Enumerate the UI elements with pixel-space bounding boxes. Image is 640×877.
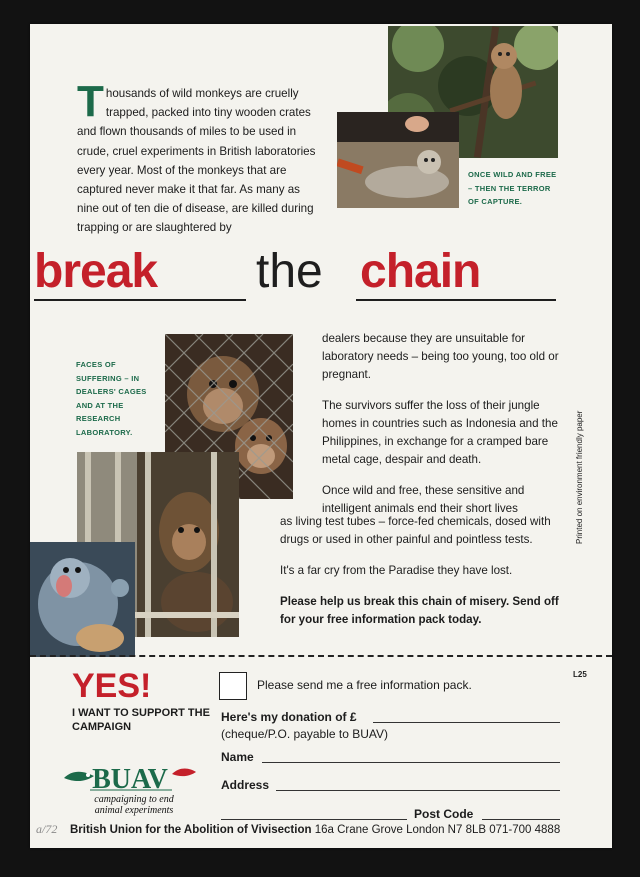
info-pack-checkbox[interactable] (219, 672, 247, 700)
headline-chain: chain (360, 245, 481, 298)
body-paragraph: dealers because they are unsuitable for laboratory needs – being too young, too old or pregnant. (322, 332, 559, 381)
headline-rule-left (34, 299, 246, 301)
photo-screaming-baby-monkey (30, 542, 135, 657)
caption-faces-line: SUFFERING – IN (76, 373, 140, 383)
donation-label: Here's my donation of £ (221, 710, 357, 724)
call-to-action: Please help us break this chain of misery. Send off for your free information pack today. (280, 595, 559, 626)
coupon-code: L25 (573, 670, 587, 679)
support-label: I WANT TO SUPPORT THE CAMPAIGN (72, 707, 210, 733)
name-label: Name (221, 750, 254, 764)
caption-capture-line: ONCE WILD AND FREE (468, 170, 557, 179)
headline-break: break (34, 245, 158, 298)
address-field[interactable] (276, 790, 560, 791)
body-paragraph: as living test tubes – force-fed chemicals, dosed with drugs or used in other painful and pointless tests. (280, 515, 551, 546)
body-paragraph: It's a far cry from the Paradise they have lost. (280, 564, 513, 577)
headline (30, 244, 612, 300)
footer-address: 16a Crane Grove London N7 8LB 071-700 4888 (314, 824, 561, 836)
donation-field[interactable] (373, 722, 560, 723)
body-column-upper (322, 330, 562, 518)
postcode-label: Post Code (414, 807, 474, 821)
paper-note: Printed on environment friendly paper (575, 410, 584, 544)
body-paragraph: The survivors suffer the loss of their jungle homes in countries such as Indonesia and the Philippines, in exchange for a cramped bare metal cage, despair and death. (322, 399, 558, 466)
caption-faces-line: AND AT THE (76, 400, 124, 410)
drop-cap: T (77, 77, 104, 126)
caption-faces-line: LABORATORY. (76, 427, 133, 437)
footer-org: British Union for the Abolition of Vivisection (70, 824, 312, 836)
logo-text: BUAV (92, 764, 168, 792)
intro-text: housands of wild monkeys are cruelly trapped, packed into tiny wooden crates and flown thousands of miles to be used in crude, cruel experiments in British laboratories every year. Most of the monkeys that are captured never make it that far. As many as nine out of ten die of disease, are killed during trapping or are slaughtered by (77, 87, 316, 235)
caption-capture-line: OF CAPTURE. (468, 197, 523, 206)
caption-capture-line: – THEN THE TERROR (468, 183, 551, 193)
caption-faces (76, 358, 166, 439)
yes-heading: YES! (72, 667, 152, 705)
caption-faces-line: FACES OF (76, 360, 116, 369)
caption-faces-line: DEALERS' CAGES (76, 387, 147, 396)
handwritten-mark: a/72 (36, 822, 58, 836)
headline-rule-right (356, 299, 556, 301)
footer (70, 824, 560, 836)
caption-capture (468, 168, 578, 209)
leaflet (30, 24, 612, 848)
caption-faces-line: RESEARCH (76, 414, 121, 423)
checkbox-label: Please send me a free information pack. (257, 678, 472, 692)
body-paragraph: Once wild and free, these sensitive and intelligent animals end their short lives (322, 484, 525, 515)
intro-paragraph (77, 77, 317, 238)
headline-the: the (256, 245, 323, 298)
body-column-lower (280, 513, 562, 642)
logo-tagline: campaigning to end animal experiments (94, 794, 174, 816)
name-field[interactable] (262, 762, 560, 763)
address-field-extra[interactable] (221, 819, 407, 820)
postcode-field[interactable] (482, 819, 560, 820)
address-label: Address (221, 778, 270, 792)
cheque-note: (cheque/P.O. payable to BUAV) (221, 727, 388, 741)
cut-line (30, 655, 612, 657)
photo-captured-monkey (337, 112, 459, 208)
